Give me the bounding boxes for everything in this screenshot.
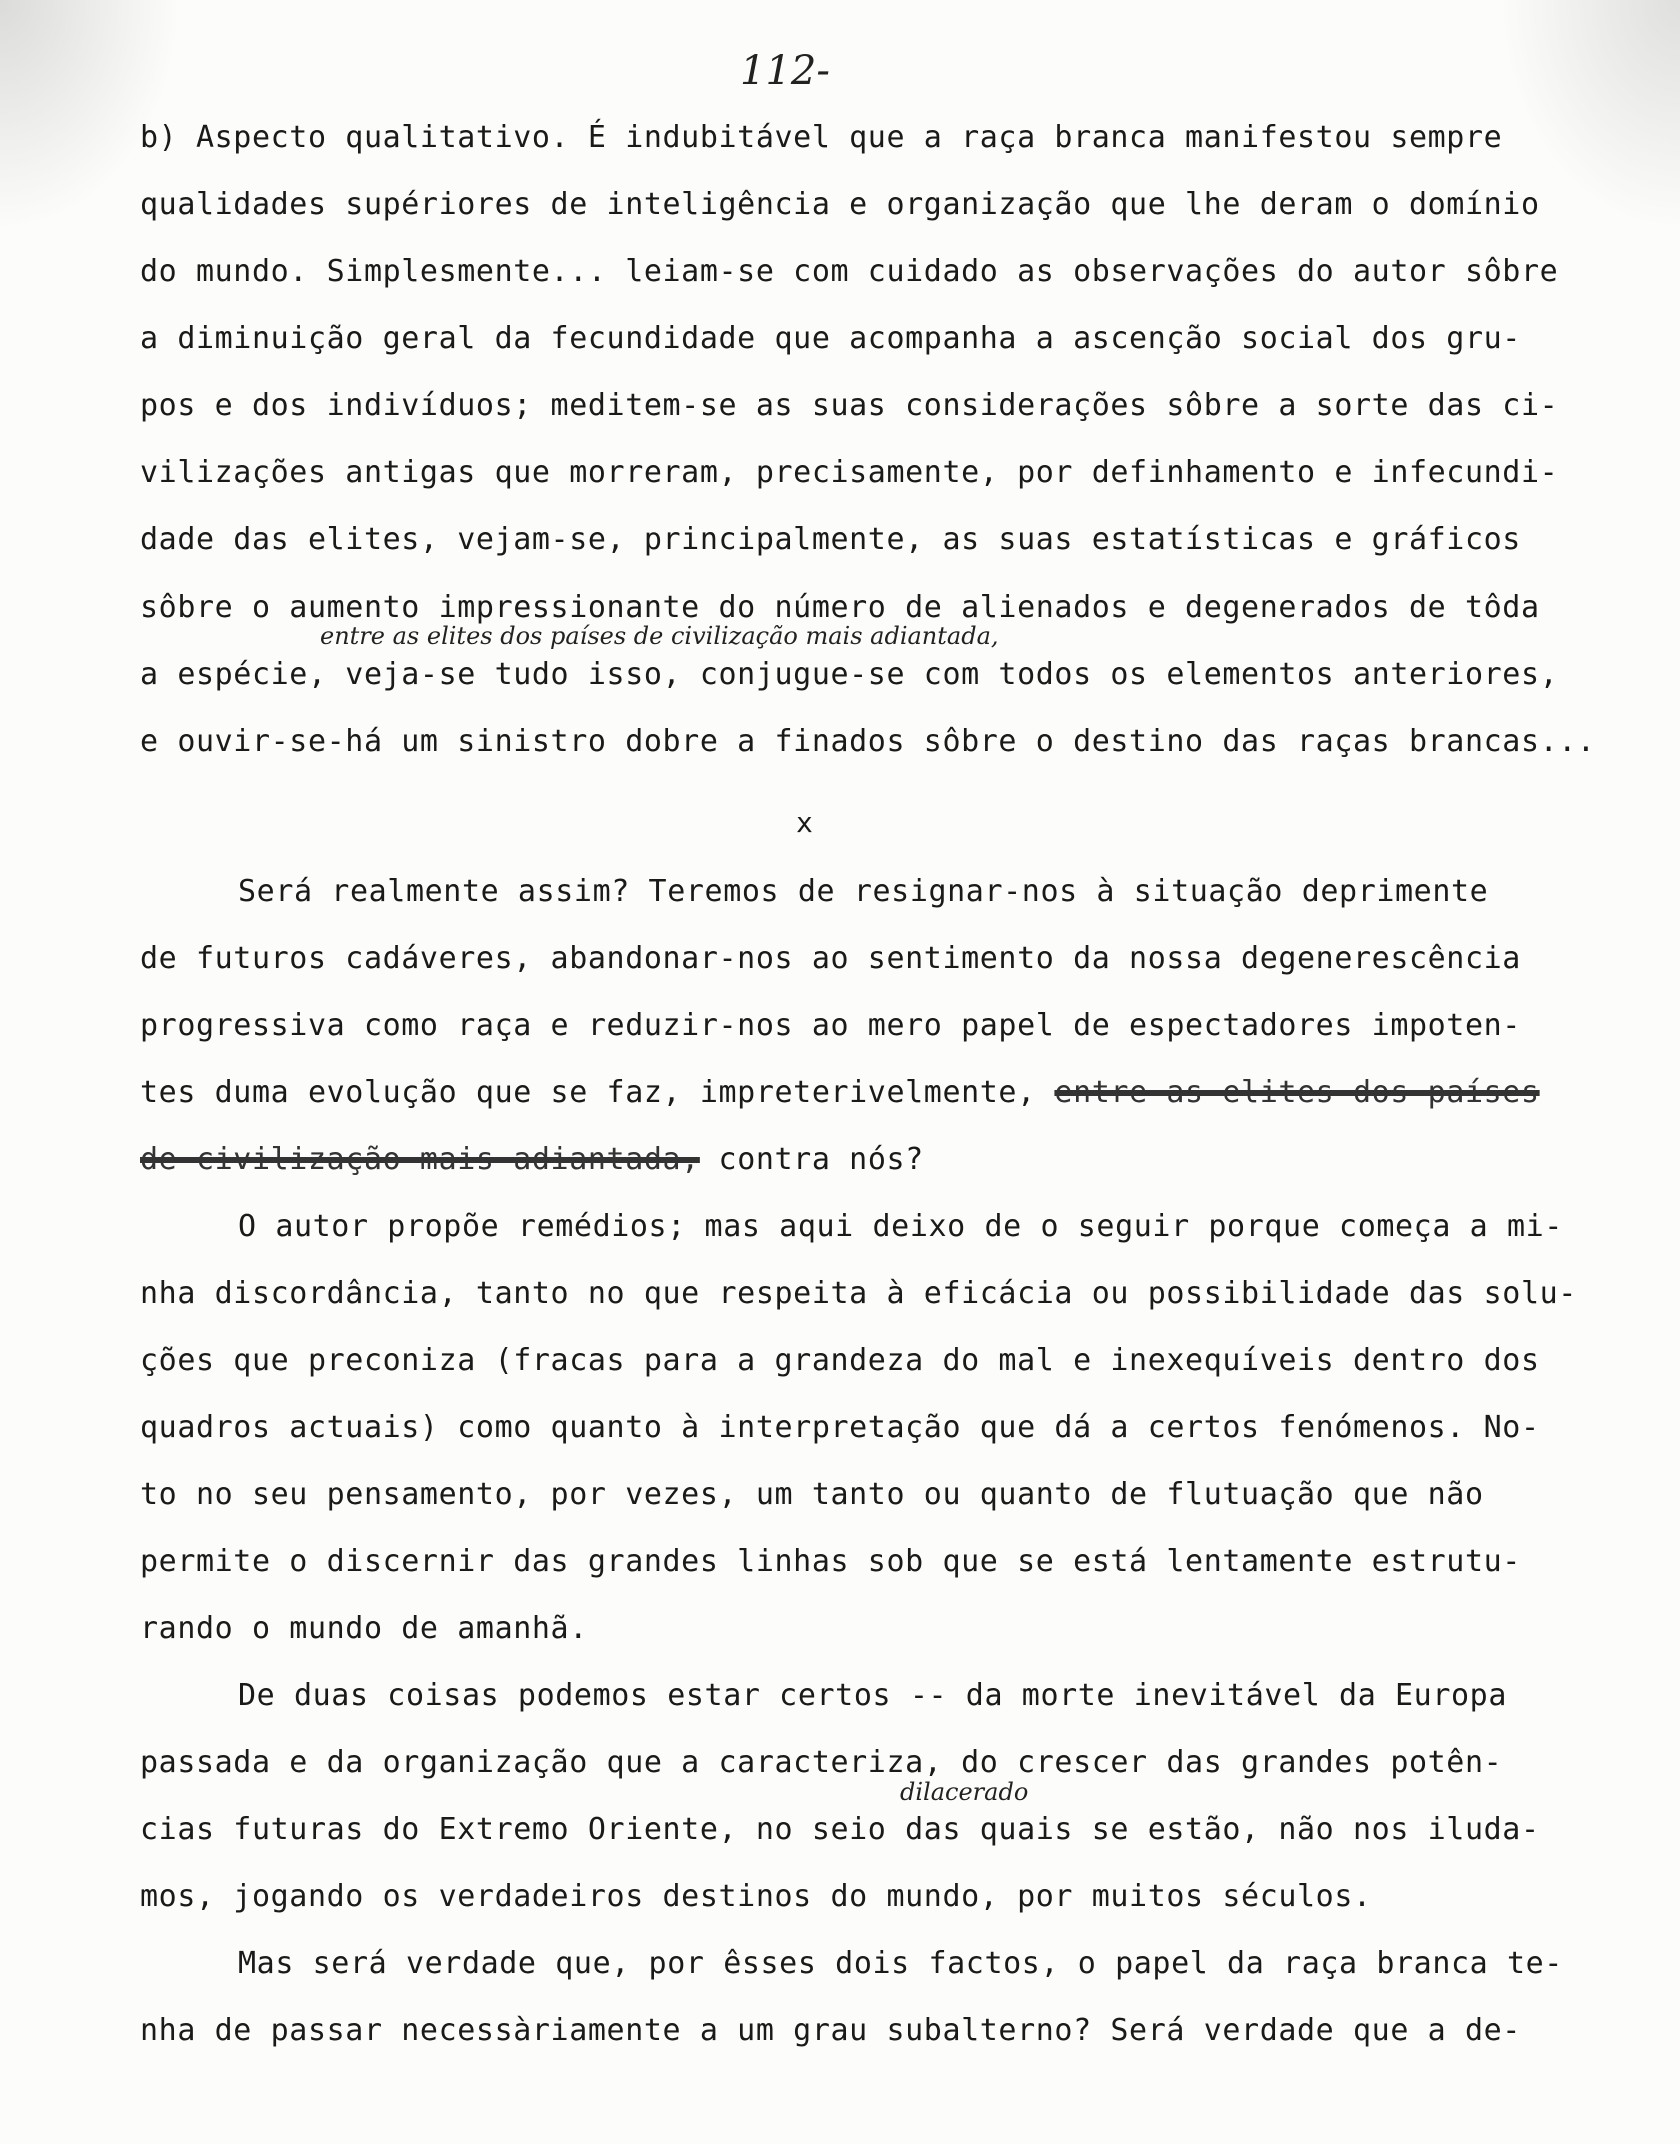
text-span: tes duma evolução que se faz, impreterivelmente,	[140, 1075, 1055, 1110]
page-number: 112-	[740, 48, 830, 94]
text-line: mos, jogando os verdadeiros destinos do mundo, por muitos séculos.	[140, 1879, 1372, 1914]
text-line: progressiva como raça e reduzir-nos ao mero papel de espectadores impoten-	[140, 1008, 1521, 1043]
struck-text: entre as elites dos países	[1054, 1075, 1540, 1110]
text-line: a diminuição geral da fecundidade que acompanha a ascenção social dos gru-	[140, 321, 1521, 356]
text-line: permite o discernir das grandes linhas sob que se está lentamente estrutu-	[140, 1544, 1521, 1579]
text-line: Mas será verdade que, por êsses dois factos, o papel da raça branca te-	[238, 1946, 1563, 1981]
text-line: sôbre o aumento impressionante do número de alienados e degenerados de tôda	[140, 590, 1540, 625]
text-line: qualidades supériores de inteligência e organização que lhe deram o domínio	[140, 187, 1540, 222]
text-line	[140, 1073, 1540, 1113]
text-line: O autor propõe remédios; mas aqui deixo de o seguir porque começa a mi-	[238, 1209, 1563, 1244]
text-line: b) Aspecto qualitativo. É indubitável que a raça branca manifestou sempre	[140, 120, 1503, 155]
text-span: contra nós?	[718, 1142, 924, 1177]
text-line: a espécie, veja-se tudo isso, conjugue-se com todos os elementos anteriores,	[140, 657, 1559, 692]
text-line: nha de passar necessàriamente a um grau subalterno? Será verdade que a de-	[140, 2013, 1521, 2048]
text-line: pos e dos indivíduos; meditem-se as suas considerações sôbre a sorte das ci-	[140, 388, 1559, 423]
text-line: rando o mundo de amanhã.	[140, 1611, 588, 1646]
struck-text: de civilização mais adiantada,	[140, 1142, 700, 1177]
text-line: nha discordância, tanto no que respeita à eficácia ou possibilidade das solu-	[140, 1276, 1577, 1311]
text-line: vilizações antigas que morreram, precisamente, por definhamento e infecundi-	[140, 455, 1559, 490]
handwritten-insertion: dilacerado	[900, 1778, 1029, 1806]
text-line: ções que preconiza (fracas para a grandeza do mal e inexequíveis dentro dos	[140, 1343, 1540, 1378]
text-line: dade das elites, vejam-se, principalmente, as suas estatísticas e gráficos	[140, 522, 1521, 557]
text-line: e ouvir-se-há um sinistro dobre a finados sôbre o destino das raças brancas...	[140, 724, 1596, 759]
text-line: to no seu pensamento, por vezes, um tanto ou quanto de flutuação que não	[140, 1477, 1484, 1512]
text-line	[140, 1140, 924, 1180]
text-line: passada e da organização que a caracteriza, do crescer das grandes potên-	[140, 1745, 1503, 1780]
text-line: quadros actuais) como quanto à interpretação que dá a certos fenómenos. No-	[140, 1410, 1540, 1445]
section-mark: x	[796, 806, 813, 839]
handwritten-insertion: entre as elites dos países de civilização mais adiantada,	[320, 622, 999, 650]
text-line: Será realmente assim? Teremos de resignar-nos à situação deprimente	[238, 874, 1489, 909]
text-line: de futuros cadáveres, abandonar-nos ao sentimento da nossa degenerescência	[140, 941, 1521, 976]
text-line: De duas coisas podemos estar certos -- da morte inevitável da Europa	[238, 1678, 1507, 1713]
text-line: cias futuras do Extremo Oriente, no seio das quais se estão, não nos iluda-	[140, 1812, 1540, 1847]
text-line: do mundo. Simplesmente... leiam-se com cuidado as observações do autor sôbre	[140, 254, 1559, 289]
